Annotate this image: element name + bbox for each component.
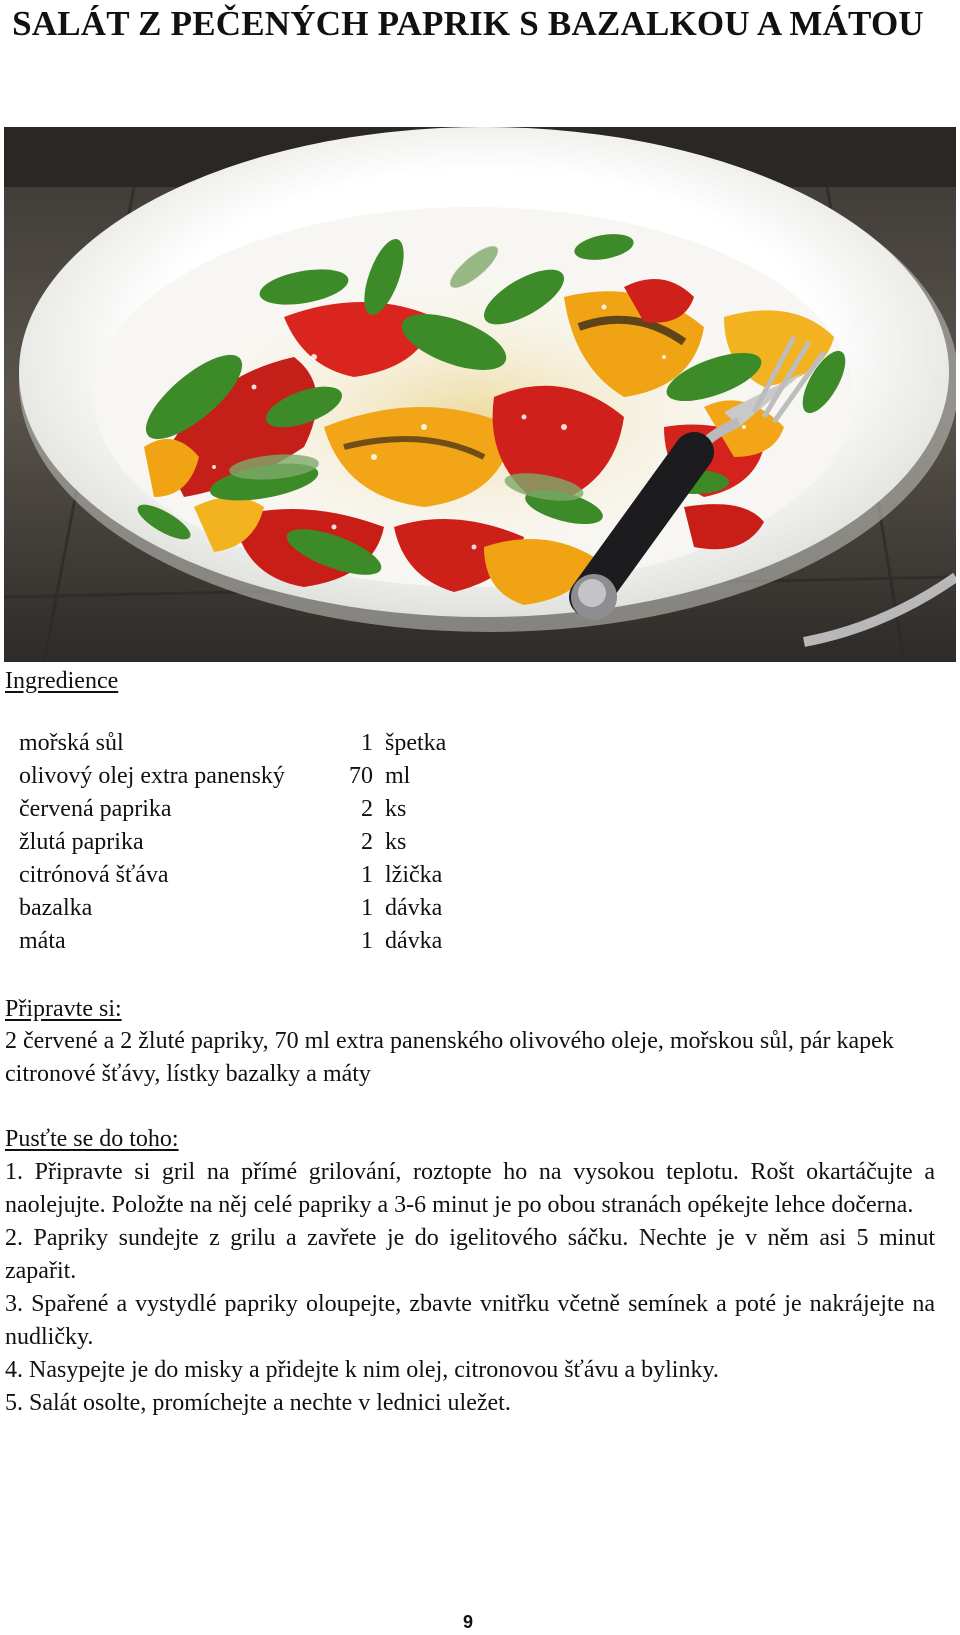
ingredient-qty: 1 (361, 895, 373, 921)
page-number: 9 (462, 1612, 473, 1632)
ingredient-name: bazalka (19, 895, 93, 921)
prepare-text: 2 červené a 2 žluté papriky, 70 ml extra panenského olivového oleje, mořskou sůl, pár kapek citronové šťávy, lístky bazalky a máty (5, 1028, 894, 1087)
ingredient-qty: 2 (361, 796, 373, 822)
ingredient-qty: 70 (349, 763, 373, 789)
ingredient-unit: ks (385, 829, 407, 855)
method-step: 5. Salát osolte, promíchejte a nechte v lednici uležet. (5, 1390, 511, 1416)
salad-photo (4, 127, 956, 662)
ingredient-name: mořská sůl (19, 730, 124, 756)
method-step: 2. Papriky sundejte z grilu a zavřete je do igelitového sáčku. Nechte je v něm asi 5 minut zapařit. (5, 1225, 935, 1284)
ingredient-row (19, 892, 446, 925)
ingredient-unit: dávka (385, 928, 443, 954)
ingredient-row (19, 760, 446, 793)
ingredient-qty: 1 (361, 730, 373, 756)
method-step: 1. Připravte si gril na přímé grilování, roztopte ho na vysokou teplotu. Rošt okartáčujte a naolejujte. Položte na něj celé papriky a 3-6 minut je po obou stranách opékejte lehce dočerna. (5, 1159, 935, 1218)
ingredient-qty: 2 (361, 829, 373, 855)
ingredient-row (19, 793, 446, 826)
ingredient-qty: 1 (361, 928, 373, 954)
ingredient-qty: 1 (361, 862, 373, 888)
method-step: 4. Nasypejte je do misky a přidejte k nim olej, citronovou šťávu a bylinky. (5, 1357, 719, 1383)
ingredient-row (19, 859, 446, 892)
ingredient-row (19, 925, 446, 958)
ingredient-unit: dávka (385, 895, 443, 921)
method-steps (5, 1156, 935, 1420)
salad-illustration (4, 127, 956, 662)
method-step: 3. Spařené a vystydlé papriky oloupejte, zbavte vnitřku včetně semínek a poté je nakrájejte na nudličky. (5, 1291, 935, 1350)
ingredient-name: žlutá paprika (19, 829, 144, 855)
ingredient-name: olivový olej extra panenský (19, 763, 285, 789)
ingredient-name: máta (19, 928, 66, 954)
ingredient-unit: lžička (385, 862, 443, 888)
ingredients-table (19, 727, 446, 958)
method-heading: Pusťte se do toho: (5, 1126, 179, 1152)
ingredient-row (19, 727, 446, 760)
ingredient-unit: špetka (385, 730, 447, 756)
ingredient-unit: ks (385, 796, 407, 822)
ingredient-name: červená paprika (19, 796, 172, 822)
ingredient-unit: ml (385, 763, 411, 789)
ingredient-row (19, 826, 446, 859)
ingredient-name: citrónová šťáva (19, 862, 169, 888)
prepare-heading: Připravte si: (5, 996, 122, 1022)
ingredients-heading: Ingredience (5, 668, 119, 694)
recipe-title: SALÁT Z PEČENÝCH PAPRIK S BAZALKOU A MÁTOU (12, 4, 924, 43)
